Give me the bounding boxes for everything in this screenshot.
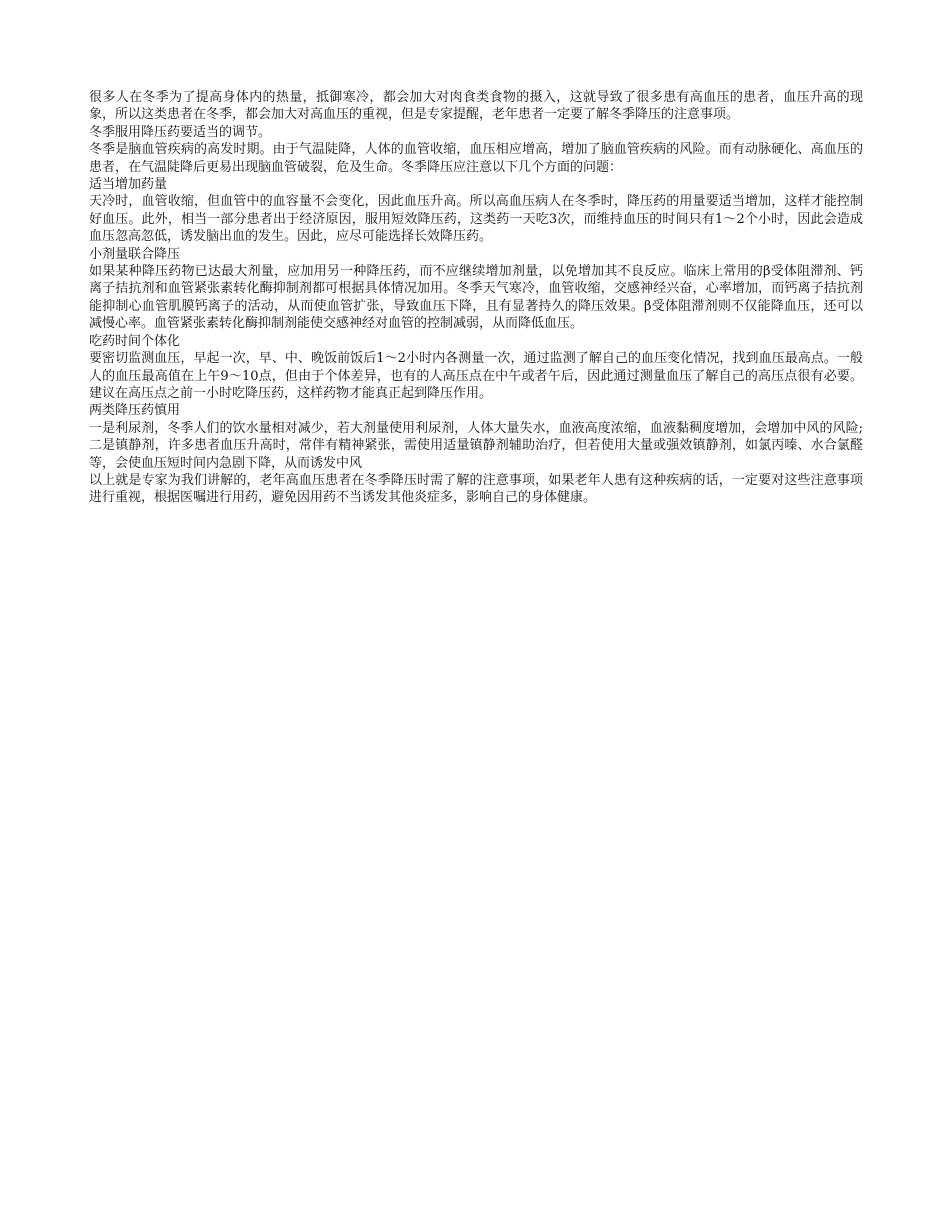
section-heading-dosage: 适当增加药量 (89, 177, 168, 193)
body-paragraph: 冬季是脑血管疾病的高发时期。由于气温陡降，人体的血管收缩，血压相应增高，增加了脑血管疾病的风险。而有动脉硬化、高血压的患者，在气温陡降后更易出现脑血管破裂，危及生命。冬季降压应注意以下几个方面的问题： (89, 142, 863, 175)
document-body (89, 89, 863, 507)
body-paragraph: 如果某种降压药物已达最大剂量，应加用另一种降压药，而不应继续增加剂量，以免增加其不良反应。临床上常用的β受体阻滞剂、钙离子拮抗剂和血管紧张素转化酶抑制剂都可根据具体情况加用。冬季天气寒冷，血管收缩，交感神经兴奋，心率增加，而钙离子拮抗剂能抑制心血管肌膜钙离子的活动，从而使血管扩张，导致血压下降，且有显著持久的降压效果。β受体阻滞剂则不仅能降血压，还可以减慢心率。血管紧张素转化酶抑制剂能使交感神经对血管的控制减弱，从而降低血压。 (89, 264, 863, 332)
section-heading-timing: 吃药时间个体化 (89, 333, 181, 349)
body-paragraph: 天冷时，血管收缩，但血管中的血容量不会变化，因此血压升高。所以高血压病人在冬季时，降压药的用量要适当增加，这样才能控制好血压。此外，相当一部分患者出于经济原因，服用短效降压药，这类药一天吃3次，而维持血压的时间只有1～2个小时，因此会造成血压忽高忽低，诱发脑出血的发生。因此，应尽可能选择长效降压药。 (89, 194, 863, 245)
section-heading-caution: 两类降压药慎用 (89, 403, 181, 419)
section-heading-adjust: 冬季服用降压药要适当的调节。 (89, 124, 272, 140)
conclusion-paragraph: 以上就是专家为我们讲解的，老年高血压患者在冬季降压时需了解的注意事项，如果老年人患有这种疾病的话，一定要对这些注意事项进行重视，根据医嘱进行用药，避免因用药不当诱发其他炎症多，影响自己的身体健康。 (89, 472, 863, 506)
body-paragraph: 要密切监测血压，早起一次，早、中、晚饭前饭后1～2小时内各测量一次，通过监测了解自己的血压变化情况，找到血压最高点。一般人的血压最高值在上午9～10点，但由于个体差异，也有的人高压点在中午或者午后，因此通过测量血压了解自己的高压点很有必要。建议在高压点之前一小时吃降压药，这样药物才能真正起到降压作用。 (89, 351, 863, 401)
section-heading-combination: 小剂量联合降压 (89, 246, 181, 262)
body-paragraph: 一是利尿剂，冬季人们的饮水量相对减少，若大剂量使用利尿剂，人体大量失水，血液高度浓缩，血液黏稠度增加，会增加中风的风险;二是镇静剂，许多患者血压升高时，常伴有精神紧张，需使用适量镇静剂辅助治疗，但若使用大量或强效镇静剂，如氯丙嗪、水合氯醛等，会使血压短时间内急剧下降，从而诱发中风 (89, 420, 863, 471)
intro-paragraph: 很多人在冬季为了提高身体内的热量，抵御寒冷，都会加大对肉食类食物的摄入，这就导致了很多患有高血压的患者，血压升高的现象，所以这类患者在冬季，都会加大对高血压的重视，但是专家提醒，老年患者一定要了解冬季降压的注意事项。 (89, 90, 863, 123)
